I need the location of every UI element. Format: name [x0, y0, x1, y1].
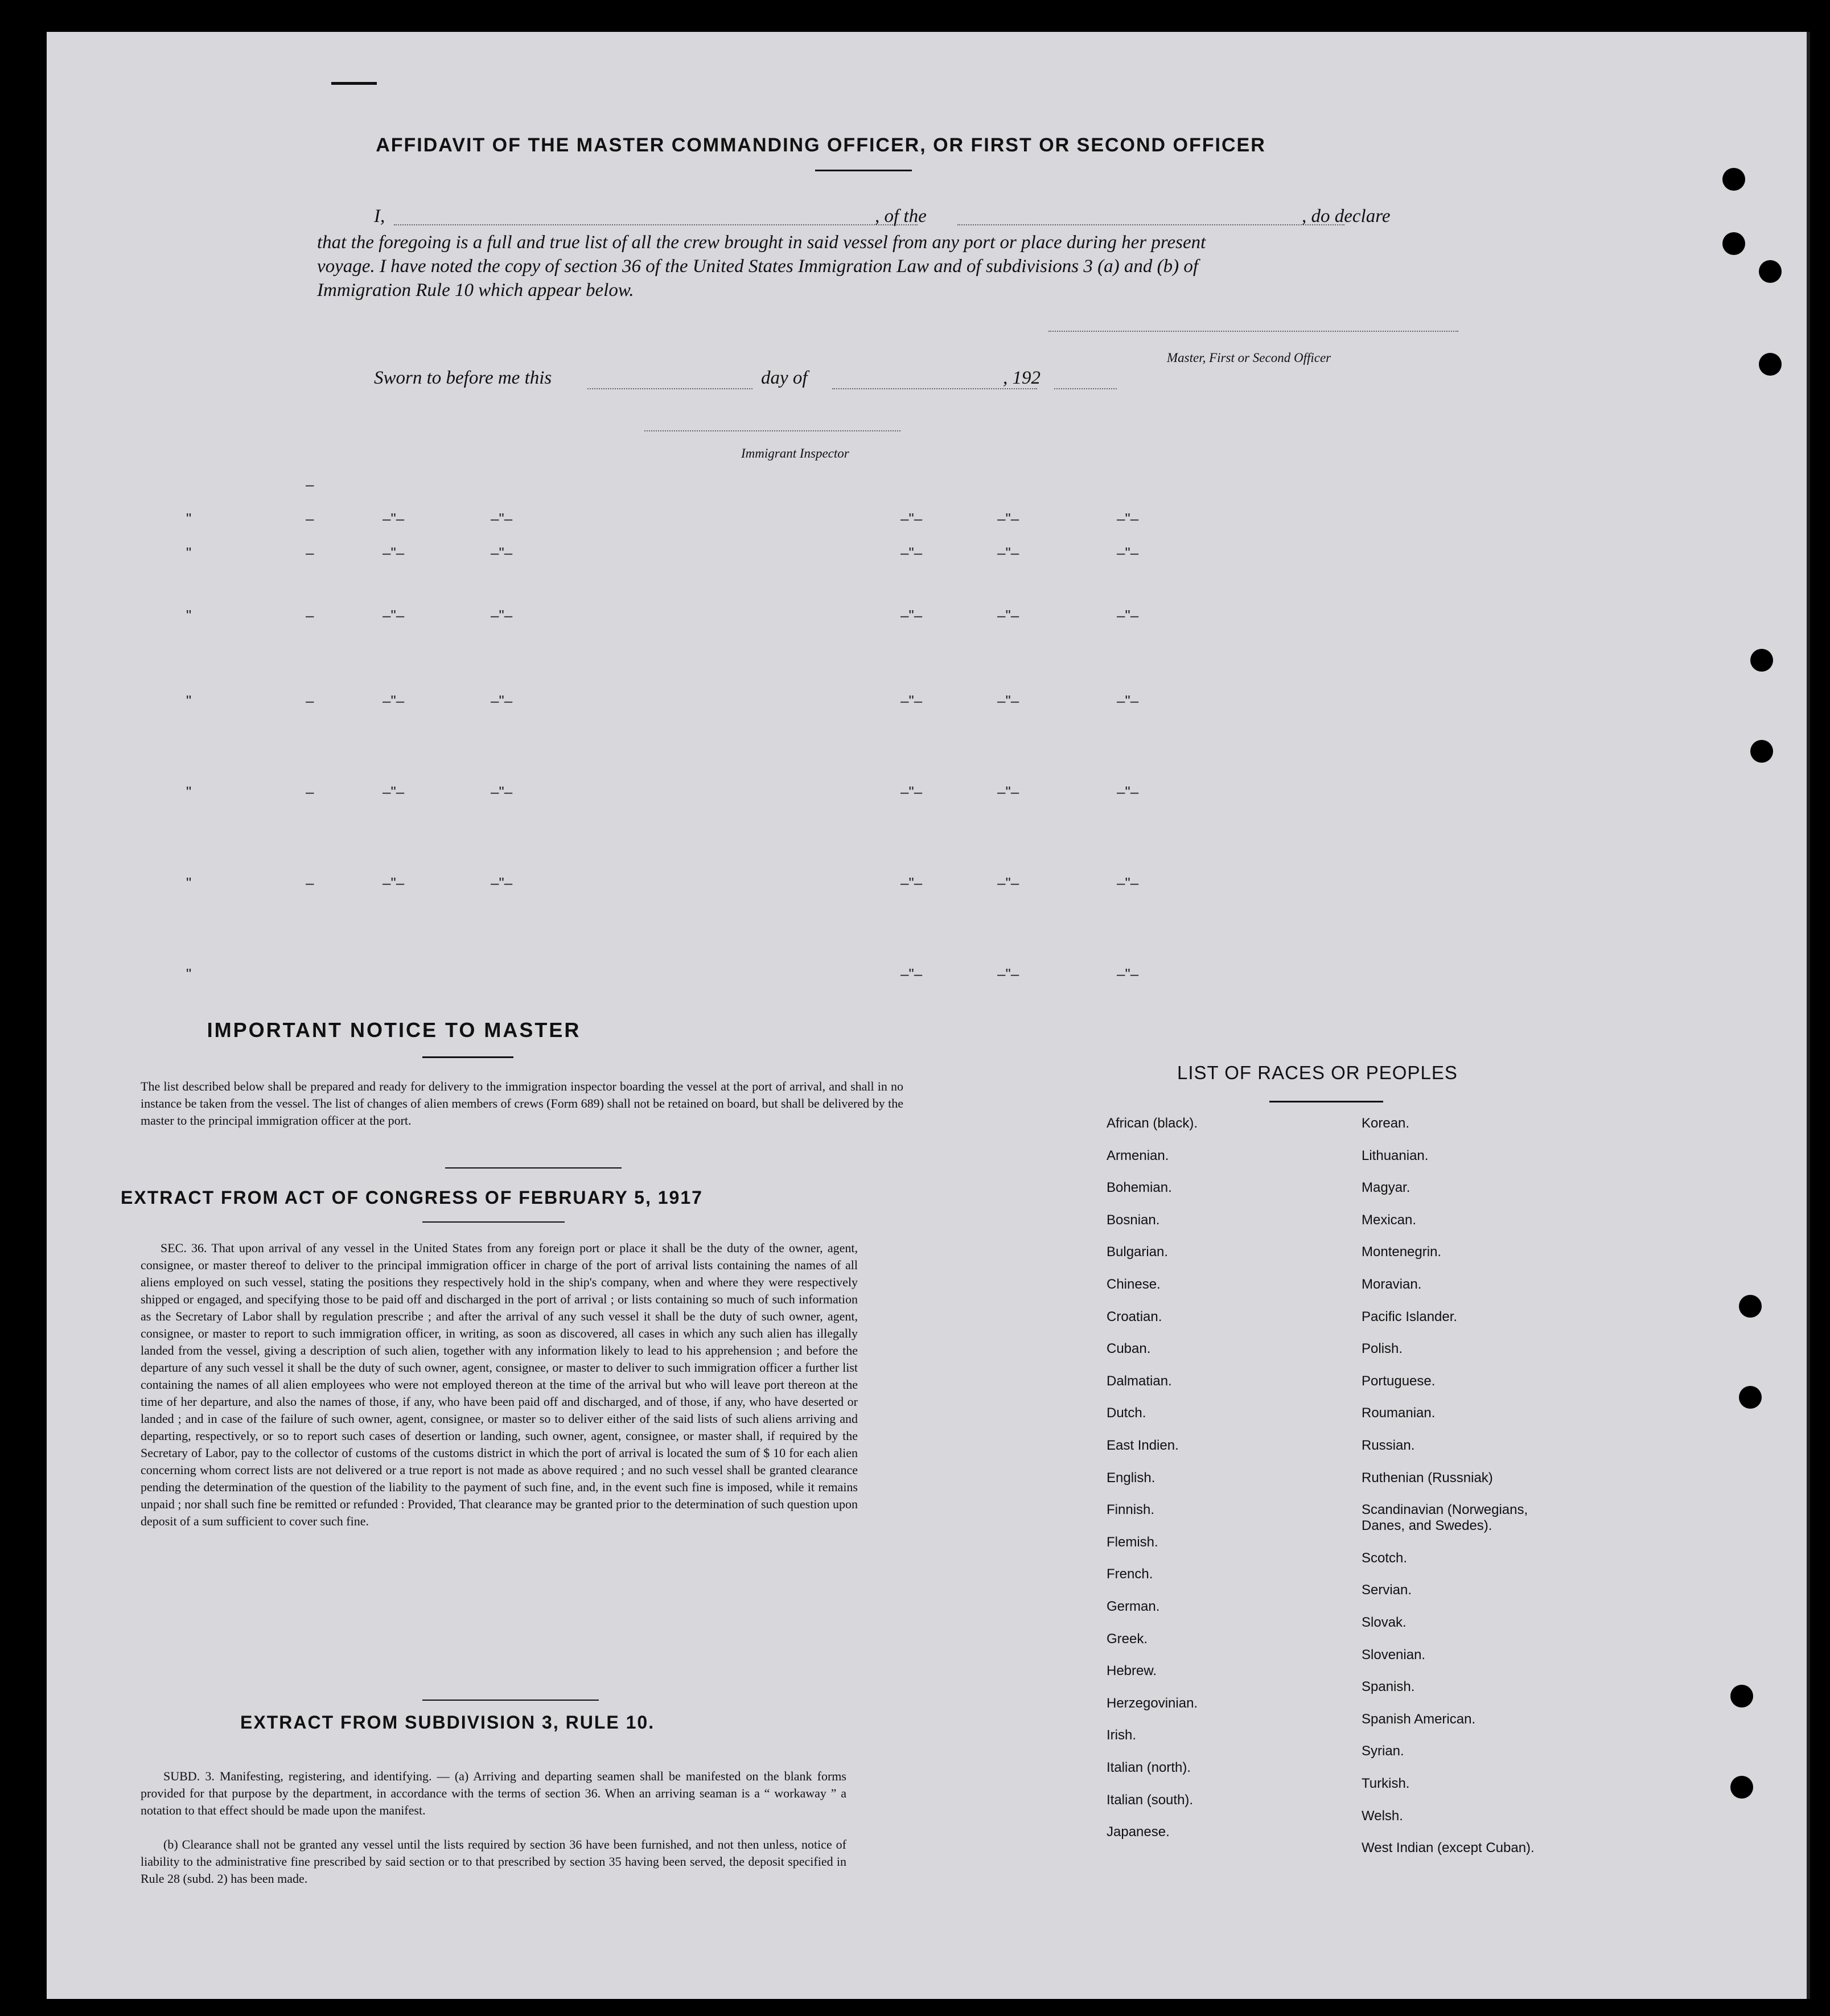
- year-prefix: , 192: [1003, 368, 1041, 388]
- ditto-mark: –"–: [1117, 607, 1139, 624]
- race-item: Croatian.: [1107, 1309, 1162, 1324]
- ditto-mark: –: [306, 476, 314, 493]
- race-item: Syrian.: [1362, 1743, 1404, 1759]
- ditto-mark: –"–: [491, 607, 513, 624]
- race-item: Turkish.: [1362, 1776, 1410, 1791]
- ditto-mark: –"–: [900, 874, 923, 891]
- ditto-mark: –"–: [997, 692, 1019, 709]
- race-item: Magyar.: [1362, 1180, 1410, 1196]
- race-item: English.: [1107, 1470, 1155, 1486]
- ditto-mark: –"–: [491, 544, 513, 561]
- declaration-of-the: , of the: [875, 206, 927, 227]
- race-item: Bulgarian.: [1107, 1244, 1169, 1260]
- vessel-blank: [957, 224, 1344, 225]
- day-blank: [587, 388, 752, 389]
- punch-hole: [1730, 1776, 1753, 1799]
- signature-label: Master, First or Second Officer: [1167, 351, 1331, 365]
- race-item: Servian.: [1362, 1582, 1412, 1598]
- race-item: Portuguese.: [1362, 1373, 1436, 1389]
- stray-mark: [331, 82, 377, 85]
- race-item: Finnish.: [1107, 1502, 1155, 1518]
- races-underline: [1269, 1101, 1383, 1102]
- ditto-mark: –"–: [491, 692, 513, 709]
- race-item: Slovak.: [1362, 1615, 1407, 1630]
- ditto-mark: –"–: [900, 783, 923, 800]
- race-item: Flemish.: [1107, 1534, 1158, 1550]
- ditto-mark: –"–: [1117, 965, 1139, 982]
- ditto-mark: –: [306, 544, 314, 561]
- ditto-mark: –"–: [900, 544, 923, 561]
- race-item: Chinese.: [1107, 1277, 1161, 1292]
- divider: [422, 1221, 565, 1223]
- signature-blank: [1048, 331, 1458, 332]
- race-item: Roumanian.: [1362, 1405, 1436, 1421]
- race-item: Japanese.: [1107, 1824, 1170, 1840]
- race-item: Greek.: [1107, 1631, 1148, 1647]
- ditto-mark: –"–: [997, 874, 1019, 891]
- race-item: Spanish.: [1362, 1679, 1415, 1695]
- title-underline: [815, 170, 912, 171]
- race-item: Russian.: [1362, 1438, 1415, 1453]
- ditto-mark: ": [186, 692, 192, 709]
- race-item: Bohemian.: [1107, 1180, 1172, 1196]
- affidavit-body-line3: Immigration Rule 10 which appear below.: [317, 280, 634, 301]
- divider: [422, 1700, 599, 1701]
- ditto-mark: –"–: [491, 783, 513, 800]
- race-item: Italian (south).: [1107, 1792, 1194, 1808]
- ditto-mark: –"–: [997, 607, 1019, 624]
- race-item: Bosnian.: [1107, 1212, 1160, 1228]
- race-item: Scandinavian (Norwegians, Danes, and Swedes).: [1362, 1502, 1528, 1534]
- affidavit-body-line1: that the foregoing is a full and true list of all the crew brought in said vessel from any port or place during her present: [317, 232, 1206, 253]
- punch-hole: [1750, 649, 1773, 672]
- ditto-mark: –"–: [1117, 874, 1139, 891]
- ditto-mark: –"–: [1117, 544, 1139, 561]
- notice-body: The list described below shall be prepared and ready for delivery to the immigration inspector boarding the vessel at the port of arrival, and shall in no instance be taken from the vessel. The list of changes of alien members of crews (Form 689) shall not be retained on board, but shall be delivered by the master to the principal immigration officer at the port.: [141, 1079, 903, 1128]
- document-page: [47, 32, 1810, 1999]
- name-blank: [394, 224, 918, 225]
- ditto-mark: ": [186, 607, 192, 624]
- punch-hole: [1739, 1295, 1762, 1318]
- punch-hole: [1722, 232, 1745, 255]
- race-item: Polish.: [1362, 1341, 1403, 1357]
- races-title: LIST OF RACES OR PEOPLES: [1177, 1062, 1458, 1083]
- year-blank: [1054, 388, 1117, 389]
- extract-act-title: EXTRACT FROM ACT OF CONGRESS OF FEBRUARY 5, 1917: [121, 1187, 703, 1208]
- ditto-mark: ": [186, 510, 192, 527]
- extract-rule-para-a: SUBD. 3. Manifesting, registering, and identifying. — (a) Arriving and departing seamen shall be manifested on the blank forms provided for that purpose by the department, in accordance with the terms of section 36. When an arriving seaman is a “ workaway ” a notation to that effect should be made upon the manifest.: [141, 1769, 846, 1817]
- punch-hole: [1750, 740, 1773, 763]
- race-item: Mexican.: [1362, 1212, 1417, 1228]
- race-item: Lithuanian.: [1362, 1147, 1429, 1163]
- race-item: Montenegrin.: [1362, 1244, 1442, 1260]
- ditto-mark: –: [306, 874, 314, 891]
- race-item: Spanish American.: [1362, 1711, 1476, 1727]
- race-item: African (black).: [1107, 1116, 1198, 1131]
- ditto-mark: –"–: [900, 965, 923, 982]
- ditto-mark: –"–: [997, 544, 1019, 561]
- punch-hole: [1759, 260, 1782, 283]
- extract-act-body: SEC. 36. That upon arrival of any vessel in the United States from any foreign port or place it shall be the duty of the owner, agent, consignee, or master thereof to deliver to the principal immigration officer in charge of the port of arrival lists containing the names of all aliens employed on such vessel, stating the positions they respectively hold in the ship's company, when and where they were respectively shipped or engaged, and specifying those to be paid off and discharged in the port of arrival ; or lists containing so much of such information as the Secretary of Labor shall by regulation prescribe ; and after the arrival of any such vessel it shall be the duty of such owner, agent, consignee, or master to report to such immigration officer, in writing, as soon as discovered, all cases in which any such alien has illegally landed from the vessel, giving a description of such alien, together with any information likely to lead to his apprehension ; and before the departure of any such vessel it shall be the duty of such owner, agent, consignee, or master to deliver to such immigration officer a further list containing the names of all alien employees who were not employed thereon at the time of the arrival but who will leave port thereon at the time of her departure, and also the names of those, if any, who have been paid off and discharged, and of those, if any, who have deserted or landed ; and in case of the failure of such owner, agent, consignee, or master so to deliver either of the said lists of such aliens arriving and departing, respectively, or so to report such cases of desertion or landing, such owner, agent, consignee, or master shall, if required by the Secretary of Labor, pay to the collector of customs of the customs district in which the port of arrival is located the sum of $ 10 for each alien concerning whom correct lists are not delivered or a true report is not made as above required ; and no such vessel shall be granted clearance pending the determination of the question of the liability to the payment of such fine, and, in the event such fine is imposed, while it remains unpaid ; nor shall such fine be remitted or refunded : Provided, That clearance may be granted prior to the determination of such question upon deposit of a sum sufficient to cover such fine.: [141, 1241, 858, 1528]
- race-item: East Indien.: [1107, 1438, 1179, 1453]
- ditto-mark: –"–: [491, 874, 513, 891]
- ditto-mark: –"–: [900, 692, 923, 709]
- ditto-mark: ": [186, 965, 192, 982]
- race-item: West Indian (except Cuban).: [1362, 1840, 1535, 1856]
- ditto-mark: –"–: [1117, 510, 1139, 527]
- race-item: Dalmatian.: [1107, 1373, 1172, 1389]
- ditto-mark: –"–: [383, 544, 405, 561]
- race-item: Armenian.: [1107, 1147, 1169, 1163]
- race-item: Herzegovinian.: [1107, 1695, 1198, 1711]
- race-item: Moravian.: [1362, 1277, 1422, 1292]
- ditto-mark: –"–: [383, 783, 405, 800]
- ditto-mark: –"–: [1117, 783, 1139, 800]
- race-item: Italian (north).: [1107, 1760, 1191, 1775]
- ditto-mark: –: [306, 510, 314, 527]
- race-item: Ruthenian (Russniak): [1362, 1470, 1493, 1486]
- ditto-mark: –"–: [997, 510, 1019, 527]
- ditto-mark: –: [306, 607, 314, 624]
- ditto-mark: –: [306, 692, 314, 709]
- ditto-mark: –"–: [997, 965, 1019, 982]
- divider: [445, 1167, 622, 1169]
- race-item: German.: [1107, 1599, 1160, 1614]
- punch-hole: [1730, 1685, 1753, 1708]
- declaration-do-declare: , do declare: [1302, 206, 1391, 227]
- day-of: day of: [761, 368, 808, 388]
- race-item: Hebrew.: [1107, 1663, 1157, 1679]
- ditto-mark: –"–: [383, 510, 405, 527]
- ditto-mark: –"–: [383, 607, 405, 624]
- ditto-mark: –"–: [383, 692, 405, 709]
- ditto-mark: –"–: [997, 783, 1019, 800]
- ditto-mark: –"–: [900, 607, 923, 624]
- ditto-mark: –"–: [900, 510, 923, 527]
- race-item: Pacific Islander.: [1362, 1309, 1458, 1324]
- notice-title: IMPORTANT NOTICE TO MASTER: [207, 1018, 581, 1042]
- ditto-mark: –"–: [383, 874, 405, 891]
- ditto-mark: ": [186, 874, 192, 891]
- affidavit-title: AFFIDAVIT OF THE MASTER COMMANDING OFFICER, OR FIRST OR SECOND OFFICER: [376, 134, 1266, 156]
- race-item: Scotch.: [1362, 1550, 1408, 1566]
- ditto-mark: ": [186, 783, 192, 800]
- race-item: Cuban.: [1107, 1341, 1151, 1357]
- race-item: Dutch.: [1107, 1405, 1146, 1421]
- notice-underline: [422, 1056, 513, 1058]
- ditto-mark: –: [306, 783, 314, 800]
- inspector-label: Immigrant Inspector: [741, 446, 849, 460]
- race-item: Welsh.: [1362, 1808, 1403, 1824]
- ditto-mark: –"–: [1117, 692, 1139, 709]
- inspector-blank: [644, 430, 900, 431]
- ditto-mark: ": [186, 544, 192, 561]
- punch-hole: [1722, 168, 1745, 191]
- race-item: Korean.: [1362, 1116, 1410, 1131]
- declaration-i: I,: [374, 206, 385, 227]
- punch-hole: [1759, 353, 1782, 376]
- extract-rule-para-b: (b) Clearance shall not be granted any vessel until the lists required by section 36 have been furnished, and not then unless, notice of liability to the administrative fine prescribed by said section or to that prescribed by section 35 having been served, the deposit specified in Rule 28 (subd. 2) has been made.: [141, 1837, 846, 1886]
- race-item: Slovenian.: [1362, 1647, 1426, 1663]
- ditto-mark: –"–: [491, 510, 513, 527]
- affidavit-body-line2: voyage. I have noted the copy of section 36 of the United States Immigration Law and of subdivisions 3 (a) and (b) of: [317, 256, 1199, 277]
- punch-hole: [1739, 1386, 1762, 1409]
- race-item: Irish.: [1107, 1727, 1137, 1743]
- sworn-text: Sworn to before me this: [374, 368, 552, 388]
- race-item: French.: [1107, 1566, 1153, 1582]
- extract-rule-title: EXTRACT FROM SUBDIVISION 3, RULE 10.: [240, 1712, 655, 1733]
